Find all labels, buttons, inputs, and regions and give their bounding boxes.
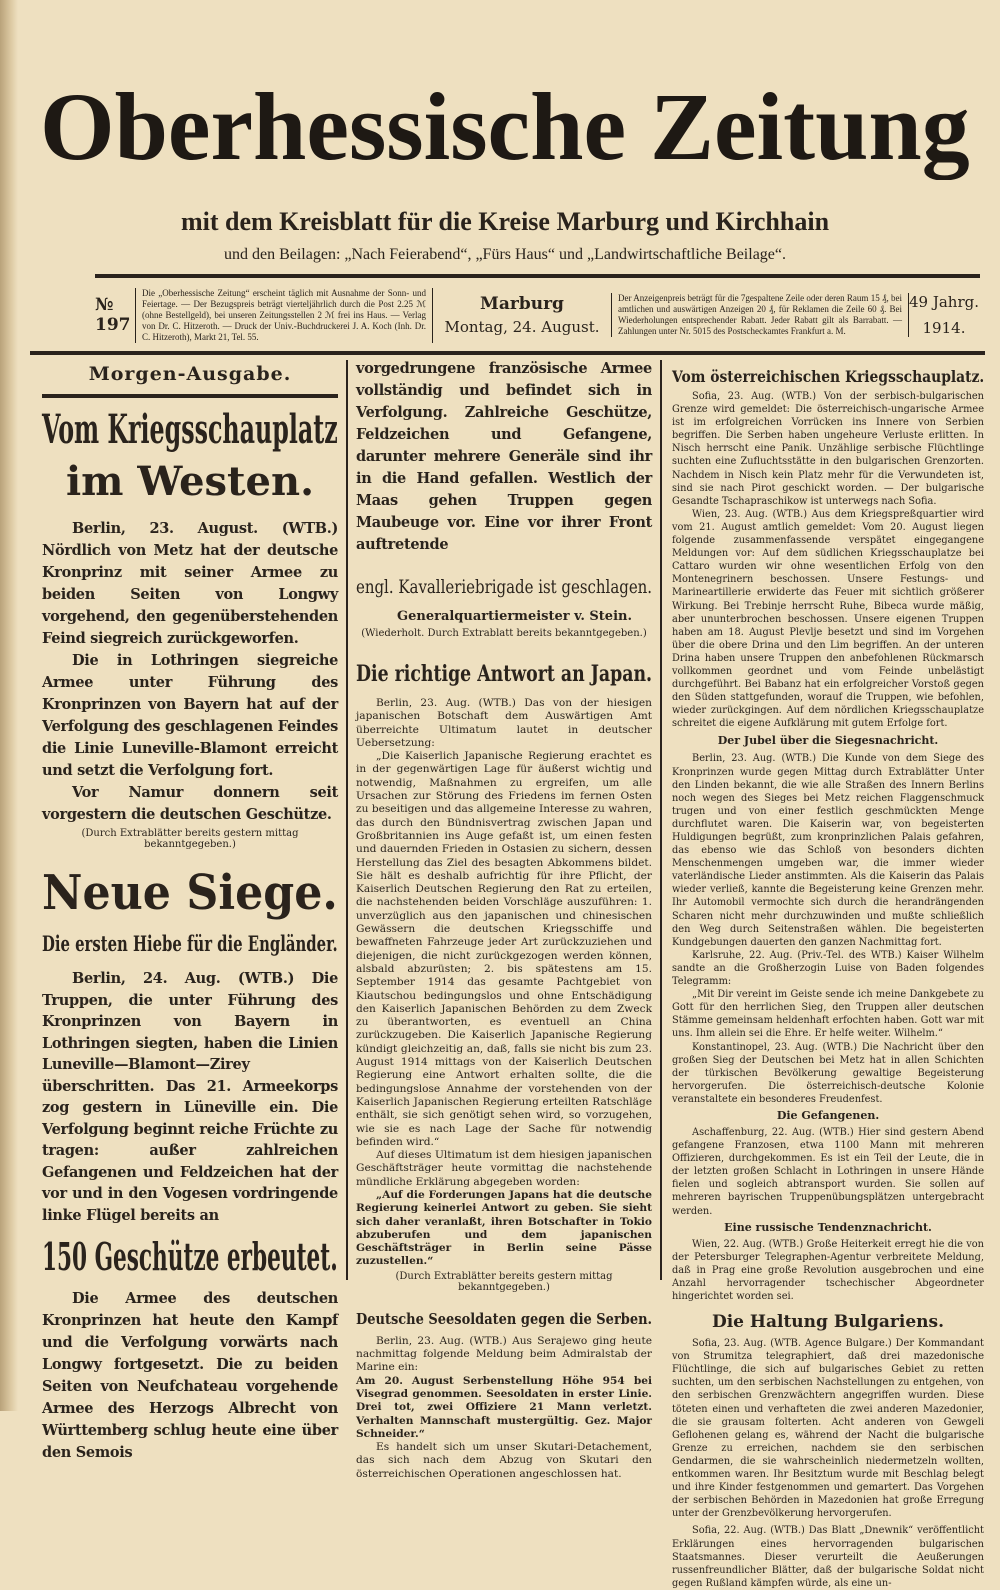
page-binding-edge <box>0 0 18 1411</box>
source-note: (Durch Extrablätter bereits gestern mittag bekanntgegeben.) <box>81 828 299 850</box>
article-paragraph: Sofia, 22. Aug. (WTB.) Das Blatt „Dnewnik“ veröffentlicht Erklärungen eines hervorragenden bulgarischen Staatsmannes. Dieser verurteilt die Aeußerungen russenfreundlicher Blätter, daß der bulgarische Soldat nicht gegen Rußland kämpfen würde, als eine un- <box>672 1525 984 1589</box>
date: Montag, 24. August. <box>444 318 600 336</box>
header-rule-bottom <box>30 351 985 355</box>
column-divider <box>346 360 348 1280</box>
newspaper-supplements <box>40 244 970 266</box>
headline-text: Neue Siege. <box>42 865 338 921</box>
newspaper-subtitle <box>40 206 970 238</box>
subheadline <box>672 1106 984 1126</box>
headline <box>42 858 338 928</box>
subscription-info: Die „Oberhessische Zeitung“ erscheint täglich mit Ausnahme der Sonn- und Feiertage. — Der Bezugspreis beträgt vierteljährlich durch die Post 2.25 ℳ (ohne Bestellgeld), bei unseren Zeitungsstellen 2 ℳ frei ins Haus. — Verlag von Dr. C. Hitzeroth. — Druck der Univ.-Buchdruckerei J. A. Koch (Inh. Dr. C. Hitzeroth), Markt 21, Tel. 55. <box>135 288 433 343</box>
article-paragraph: Die in Lothringen siegreiche Armee unter Führung des Kronprinzen von Bayern hat auf der Verfolgung des geschlagenen Feindes die Linie Luneville-Blamont erreicht und setzt die Verfolgung fort. <box>42 652 338 779</box>
newspaper-subtitle-text: mit dem Kreisblatt für die Kreise Marburg und Kirchhain <box>180 207 830 236</box>
headline-text: Deutsche Seesoldaten gegen die Serben. <box>356 1309 653 1328</box>
headline-text: engl. Kavalleriebrigade ist geschlagen. <box>356 576 653 598</box>
right-column <box>672 358 984 1590</box>
article-paragraph: Sofia, 23. Aug. (WTB. Agence Bulgare.) Der Kommandant von Strumitza telegraphiert, daß drei mazedonische Flüchtlinge, die sich auf bulgarisches Gebiet zu retten suchten, um den serbischen Nachstellungen zu entgehen, von den serbischen Grenzwächtern angegriffen wurden. Diese töteten einen und verhafteten die zwei anderen Mazedonier, die sie grausam folterten. Acht anderen von Gewgeli Geflohenen gelang es, während der Nacht die bulgarische Grenze zu erreichen, nachdem sie den serbischen Gendarmen, die sie wahrscheinlich niedermetzeln wollten, entkommen waren. Ihr Besitztum wurde mit Beschlag belegt und ihre Kinder festgenommen und gemartert. Das Vorgehen der serbischen Behörden in Mazedonien hat große Erregung unter der Grenzbevölkerung hervorgerufen. <box>672 1338 984 1520</box>
headline-text: Die richtige Antwort an Japan. <box>356 661 653 687</box>
advertising-info: Der Anzeigenpreis beträgt für die 7gespaltene Zeile oder deren Raum 15 ₰, bei amtlichen und auswärtigen Anzeigen 20 ₰, für Reklamen die Zeile 60 ₰. Bei Wiederholungen entsprechender Rabatt. Jeder Rabatt gilt als Barrabatt. — Zahlungen unter Nr. 5015 des Postscheckamtes Frankfurt a. M. <box>611 293 909 337</box>
headline <box>42 1226 338 1288</box>
article-paragraph: Wien, 22. Aug. (WTB.) Große Heiterkeit erregt hie die von der Petersburger Telegraphen-Agentur verbreitete Meldung, daß in Prag eine große Revolution ausgebrochen und eine Anzahl hervorragender tschechischer Abgeordneter hingerichtet worden sei. <box>672 1238 984 1302</box>
headline-text: Die Haltung Bulgariens. <box>711 1312 944 1333</box>
year: 1914. <box>922 319 966 337</box>
headline <box>42 404 338 456</box>
headline-text: 150 Geschütze erbeutet. <box>42 1234 338 1279</box>
headline <box>42 456 338 508</box>
headline <box>672 366 984 388</box>
headline <box>672 1307 984 1337</box>
headline-text: Vom österreichischen Kriegsschauplatz. <box>672 367 985 386</box>
headline <box>356 1307 652 1331</box>
edition-label <box>42 362 338 386</box>
edition-rule <box>42 394 338 398</box>
article-paragraph: Berlin, 23. Aug. (WTB.) Das von der hiesigen japanischen Botschaft dem Auswärtigen Amt überreichte Ultimatum lautet in deutscher Uebersetzung: <box>356 697 652 749</box>
article-paragraph: Die Armee des deutschen Kronprinzen hat heute den Kampf und die Verfolgung vorwärts nach Longwy fortgesetzt. Die zu beiden Seiten von Neufchateau vorgehende Armee des Herzogs Albrecht von Württemberg schlug heute eine über den Semois <box>42 1290 338 1461</box>
volume-year <box>909 289 979 341</box>
article-paragraph: vorgedrungene französische Armee vollständig und befindet sich in Verfolgung. Zahlreiche Geschütze, Feldzeichen und Gefangene, darunter mehrere Generäle sind ihr in die Hand gefallen. Westlich der Maas gehen Truppen gegen Maubeuge vor. Eine vor ihrer Front auftretende <box>356 360 652 553</box>
signature: Generalquartiermeister v. Stein. <box>397 609 632 624</box>
article-paragraph: Sofia, 23. Aug. (WTB.) Von der serbisch-bulgarischen Grenze wird gemeldet: Die österreichisch-ungarische Armee ist im erfolgreichen Vorrücken ins Innere von Serbien begriffen. Die Serben haben ungeheure Verluste erlitten. In Nisch herrscht eine Panik. Unzählige serbische Flüchtlinge suchten eine Zufluchtsstätte in den bulgarischen Grenzorten. Nachdem in Nisch kein Platz mehr für die Verwundeten ist, sind sie nach Pirot geschickt worden. — Der bulgarische Gesandte Tschapraschikow ist unterwegs nach Sofia. <box>672 391 984 507</box>
subheadline <box>42 928 338 960</box>
subheadline-text: Eine russische Tendenznachricht. <box>724 1220 932 1234</box>
left-column <box>42 358 338 1464</box>
article-paragraph: Berlin, 23. Aug. (WTB.) Die Kunde von dem Siege des Kronprinzen wurde gegen Mittag durch Extrablätter Unter den Linden bekannt, die wie alle Straßen des Innern Berlins noch wegen des Sieges bei Metz reichen Flaggenschmuck trugen und von einer festlich geschmückten Menge durchflutet waren. Die Kaiserin war, von begeisterten Huldigungen begrüßt, zum kronprinzlichen Palais gefahren, das ebenso wie das Schloß von besonders dichten Menschenmengen umgeben war, die immer wieder vaterländische Lieder anstimmten. Als die Kaiserin das Palais wieder verließ, kannte die Begeisterung keine Grenzen mehr. Ihr Automobil vermochte sich durch die herandrängenden Scharen nicht mehr durchzuwinden und mußte schließlich den Weg durch Seitenstraßen wählen. Die begeisterten Kundgebungen dauerten den ganzen Nachmittag fort. <box>672 753 984 948</box>
article-paragraph: Aschaffenburg, 22. Aug. (WTB.) Hier sind gestern Abend gefangene Franzosen, etwa 1100 Mann mit mehreren Offizieren, durchgekommen. Es ist ein Teil der Leute, die in der letzten großen Schlacht in Lothringen in unsere Hände fielen und sogleich abtransport wurden. Sie sollen auf mehreren bayrischen Truppenübungsplätzen untergebracht werden. <box>672 1126 984 1217</box>
article-paragraph: Berlin, 24. Aug. (WTB.) Die Truppen, die unter Führung des Kronprinzen von Bayern in Lothringen siegten, haben die Linien Luneville—Blamont—Zirey überschritten. Das 21. Armeekorps zog gestern in Lüneville ein. Die Verfolgung beginnt reiche Früchte zu tragen: außer zahlreichen Gefangenen und Feldzeichen hat der vor und in den Vogesen vordringende linke Flügel bereits an <box>42 970 338 1224</box>
source-note: (Durch Extrablätter bereits gestern mittag bekanntgegeben.) <box>395 1270 613 1293</box>
article-paragraph: Berlin, 23. August. (WTB.) Nördlich von Metz hat der deutsche Kronprinz mit seiner Armee zu beiden Seiten von Longwy vorgehend, den gegenüberstehenden Feind siegreich zurückgeworfen. <box>42 520 338 647</box>
article-paragraph: Berlin, 23. Aug. (WTB.) Aus Serajewo ging heute nachmittag folgende Meldung beim Admiralstab der Marine ein: <box>356 1334 652 1374</box>
article-paragraph: Wien, 23. Aug. (WTB.) Aus dem Kriegspreßquartier wird vom 21. August amtlich gemeldet: Vom 20. August liegen folgende zusammenfassende verspätet eingegangene Meldungen vor: Auf dem südlichen Kriegsschauplatze bei Cattaro wurden wir ohne wesentlichen Erfolg von den Montenegrinern beschossen. Unsere Festungs- und Marineartillerie erwiderte das Feuer mit sichtlich größerer Wirkung. Bei Trebinje herrscht Ruhe, Bibeca wurde mäßig, aber ununterbrochen beschossen. Unsere eigenen Truppen haben am 18. August Plevlje besetzt und sind im Vorgehen über die obere Drina und den Lim begriffen. An der unteren Drina haben unsere Truppen den anbefohlenen Rückmarsch vollkommen geordnet und vom Feinde unbelästigt durchgeführt. Bei Babanz hat ein erfolgreicher Vorstoß gegen den Süden stattgefunden, worauf die Truppen, wie befohlen, wieder zurückgingen. Auf dem nördlichen Kriegsschauplatze schreitet die eigene Aufklärung mit gutem Erfolge fort. <box>672 508 984 730</box>
newspaper-title-text: Oberhessische Zeitung <box>40 73 970 180</box>
article-paragraph: Konstantinopel, 23. Aug. (WTB.) Die Nachricht über den großen Sieg der Deutschen bei Metz hat in allen Schichten der türkischen Bevölkerung gewaltige Begeisterung hervorgerufen. Die österreichisch-deutsche Kolonie veranstaltete ein besonderes Freudenfest. <box>672 1041 984 1105</box>
issue-number: № 197 <box>95 295 131 335</box>
subheadline <box>672 1218 984 1238</box>
headline <box>356 572 652 602</box>
article-paragraph: „Mit Dir vereint im Geiste sende ich meine Dankgebete zu Gott für den herrlichen Sieg, den Truppen aller deutschen Stämme gemeinsam heldenhaft erfochten haben. Gott war mit uns. Ihm allein sei die Ehre. Er helfe weiter. Wilhelm.“ <box>672 989 984 1040</box>
article-paragraph: Am 20. August Serbenstellung Höhe 954 bei Visegrad genommen. Seesoldaten in erster Linie. Drei tot, zwei Offiziere 21 Mann verletzt. Verhalten Mannschaft mustergültig. Gez. Major Schneider.“ <box>356 1374 652 1440</box>
volume: 49 Jahrg. <box>909 293 980 311</box>
newspaper-title <box>40 62 970 192</box>
subheadline <box>672 730 984 752</box>
article-paragraph: Es handelt sich um unser Skutari-Detachement, das sich nach dem Abzug von Skutari den österreichischen Operationen angeschlossen hat. <box>356 1441 652 1480</box>
newspaper-supplements-text: und den Beilagen: „Nach Feierabend“, „Fürs Haus“ und „Landwirtschaftliche Beilage“. <box>223 246 786 263</box>
column-divider <box>660 360 662 1280</box>
middle-column <box>356 358 652 1481</box>
subheadline-text: Der Jubel über die Siegesnachricht. <box>717 734 939 748</box>
source-note: (Wiederholt. Durch Extrablatt bereits bekanntgegeben.) <box>361 628 647 639</box>
subheadline-text: Die Gefangenen. <box>776 1108 880 1122</box>
article-paragraph: Vor Namur donnern seit vorgestern die deutschen Geschütze. <box>42 784 338 823</box>
dateline <box>433 294 611 336</box>
info-strip <box>95 283 980 347</box>
city: Marburg <box>480 294 564 314</box>
edition-label-text: Morgen-Ausgabe. <box>88 363 292 385</box>
article-paragraph: „Die Kaiserlich Japanische Regierung erachtet es in der gegenwärtigen Lage für äußerst wichtig und notwendig, Maßnahmen zu ergreifen, um alle Ursachen zur Störung des Friedens im fernen Osten zu beseitigen und das allgemeine Interesse zu wahren, das durch den Bündnisvertrag zwischen Japan und Großbritannien ins Auge gefaßt ist, um einen festen und dauernden Frieden in Ostasien zu sichern, dessen Herstellung das Ziel des besagten Abkommens bildet. Sie hält es deshalb aufrichtig für ihre Pflicht, der Kaiserlich Deutschen Regierung den Rat zu erteilen, die nachstehenden beiden Vorschläge auszuführen: 1. unverzüglich aus den japanischen und chinesischen Gewässern die deutschen Kriegsschiffe und bewaffneten Fahrzeuge jeder Art zurückzuziehen und diejenigen, die nicht zurückgezogen werden können, alsbald abzurüsten; 2. bis spätestens am 15. September 1914 das gesamte Pachtgebiet von Kiautschou bedingungslos und ohne Entschädigung den Kaiserlich Japanischen Behörden zu dem Zweck zu überantworten, es eventuell an China zurückzugeben. Die Kaiserlich Japanische Regierung kündigt gleichzeitig an, daß, falls sie nicht bis zum 23. August 1914 mittags von der Kaiserlich Deutschen Regierung eine Antwort erhalten sollte, die die bedingungslose Annahme der vorstehenden von der Kaiserlich Japanischen Regierung erteilten Ratschläge enthält, sie sich genötigt sehen wird, so vorzugehen, wie sie es nach Lage der Sache für notwendig befinden wird.“ <box>356 750 652 1148</box>
subheadline-text: Die ersten Hiebe für die Engländer. <box>42 931 338 956</box>
headline-text: Vom Kriegsschauplatz <box>42 406 338 453</box>
article-paragraph: Auf dieses Ultimatum ist dem hiesigen japanischen Geschäftsträger heute vormittag die nachstehende mündliche Erklärung abgegeben worden: <box>356 1149 652 1188</box>
headline-text: im Westen. <box>65 458 314 505</box>
headline <box>356 659 652 689</box>
article-paragraph: Karlsruhe, 22. Aug. (Priv.-Tel. des WTB.) Kaiser Wilhelm sandte an die Großherzogin Luise von Baden folgendes Telegramm: <box>672 949 984 988</box>
article-paragraph: „Auf die Forderungen Japans hat die deutsche Regierung keinerlei Antwort zu geben. Sie sieht sich daher veranlaßt, ihren Botschafter in Tokio abzuberufen und dem japanischen Geschäftsträger in Berlin seine Pässe zuzustellen.“ <box>356 1188 652 1268</box>
header-rule-top <box>95 274 980 278</box>
